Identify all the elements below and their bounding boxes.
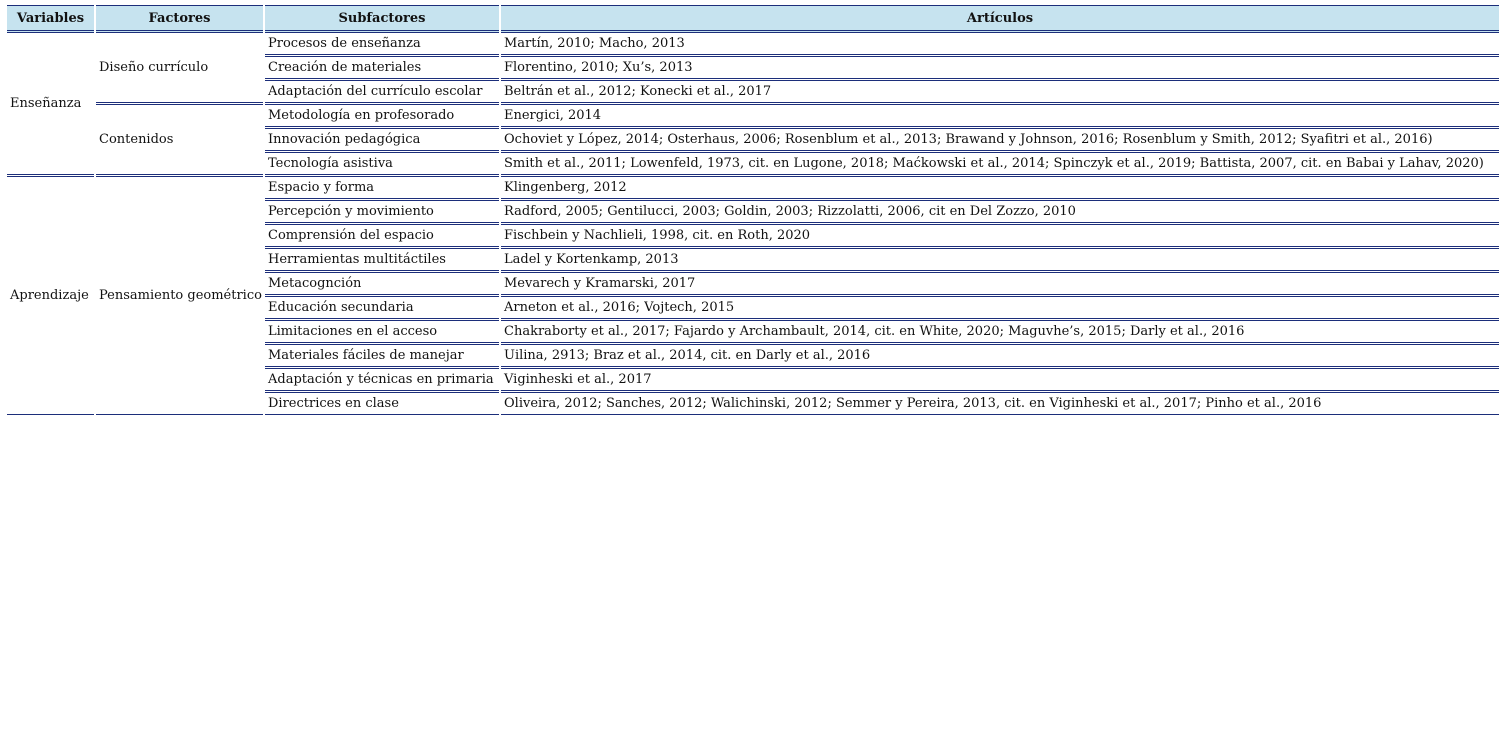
articles-cell: Ladel y Kortenkamp, 2013 — [501, 249, 1499, 273]
articles-cell: Chakraborty et al., 2017; Fajardo y Archambault, 2014, cit. en White, 2020; Maguvhe’s, 2015; Darly et al., 2016 — [501, 321, 1499, 345]
header-subfactores: Subfactores — [265, 5, 499, 33]
subfactor-cell: Materiales fáciles de manejar — [265, 345, 499, 369]
articles-cell: Martín, 2010; Macho, 2013 — [501, 33, 1499, 57]
table-row — [7, 105, 1499, 129]
articles-cell: Klingenberg, 2012 — [501, 177, 1499, 201]
articles-cell: Viginheski et al., 2017 — [501, 369, 1499, 393]
subfactor-cell: Adaptación y técnicas en primaria — [265, 369, 499, 393]
subfactor-cell: Herramientas multitáctiles — [265, 249, 499, 273]
subfactor-cell: Metacognción — [265, 273, 499, 297]
subfactor-cell: Metodología en profesorado — [265, 105, 499, 129]
articles-cell: Oliveira, 2012; Sanches, 2012; Walichinski, 2012; Semmer y Pereira, 2013, cit. en Viginheski et al., 2017; Pinho et al., 2016 — [501, 393, 1499, 415]
factor-pensamiento-geometrico: Pensamiento geométrico — [96, 177, 263, 415]
articles-cell: Beltrán et al., 2012; Konecki et al., 2017 — [501, 81, 1499, 105]
header-variables: Variables — [7, 5, 94, 33]
articles-cell: Uilina, 2913; Braz et al., 2014, cit. en Darly et al., 2016 — [501, 345, 1499, 369]
subfactor-cell: Espacio y forma — [265, 177, 499, 201]
subfactor-cell: Procesos de enseñanza — [265, 33, 499, 57]
articles-cell: Smith et al., 2011; Lowenfeld, 1973, cit. en Lugone, 2018; Maćkowski et al., 2014; Spinczyk et al., 2019; Battista, 2007, cit. en Babai y Lahav, 2020) — [501, 153, 1499, 177]
subfactor-cell: Comprensión del espacio — [265, 225, 499, 249]
articles-cell: Florentino, 2010; Xu’s, 2013 — [501, 57, 1499, 81]
articles-cell: Energici, 2014 — [501, 105, 1499, 129]
table-row — [7, 177, 1499, 201]
subfactor-cell: Limitaciones en el acceso — [265, 321, 499, 345]
variable-aprendizaje: Aprendizaje — [7, 177, 94, 415]
header-articulos: Artículos — [501, 5, 1499, 33]
table-row — [7, 33, 1499, 57]
subfactor-cell: Educación secundaria — [265, 297, 499, 321]
articles-cell: Fischbein y Nachlieli, 1998, cit. en Roth, 2020 — [501, 225, 1499, 249]
factor-contenidos: Contenidos — [96, 105, 263, 177]
subfactor-cell: Percepción y movimiento — [265, 201, 499, 225]
header-factores: Factores — [96, 5, 263, 33]
factor-diseno-curriculo: Diseño currículo — [96, 33, 263, 105]
articles-cell: Radford, 2005; Gentilucci, 2003; Goldin, 2003; Rizzolatti, 2006, cit en Del Zozzo, 2010 — [501, 201, 1499, 225]
subfactor-cell: Directrices en clase — [265, 393, 499, 415]
articles-cell: Mevarech y Kramarski, 2017 — [501, 273, 1499, 297]
subfactor-cell: Tecnología asistiva — [265, 153, 499, 177]
header-row — [7, 5, 1499, 33]
subfactor-cell: Creación de materiales — [265, 57, 499, 81]
subfactor-cell: Innovación pedagógica — [265, 129, 499, 153]
subfactor-cell: Adaptación del currículo escolar — [265, 81, 499, 105]
articles-cell: Ochoviet y López, 2014; Osterhaus, 2006; Rosenblum et al., 2013; Brawand y Johnson, 2016; Rosenblum y Smith, 2012; Syafitri et al., 2016) — [501, 129, 1499, 153]
literature-table — [5, 5, 1501, 415]
variable-ensenanza: Enseñanza — [7, 33, 94, 177]
articles-cell: Arneton et al., 2016; Vojtech, 2015 — [501, 297, 1499, 321]
